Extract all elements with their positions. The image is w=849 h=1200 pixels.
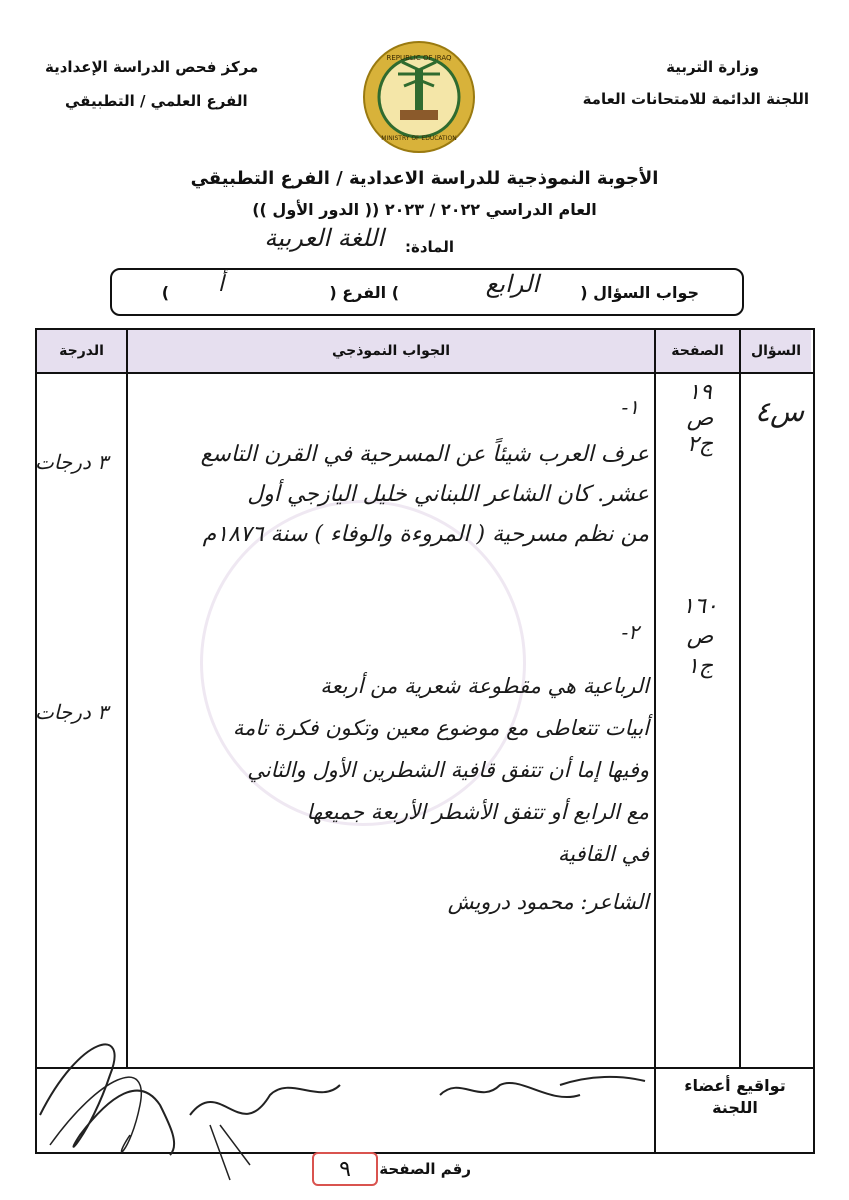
center-name: مركز فحص الدراسة الإعدادية <box>45 58 259 76</box>
seal-top-text: REPUBLIC OF IRAQ <box>386 54 452 62</box>
ministry-seal <box>362 40 476 154</box>
header-divider <box>35 372 813 374</box>
col-line-question <box>739 328 741 1067</box>
part1-part-number: ج٢ <box>686 432 714 457</box>
part2-line-2: أبيات تتعاطى مع موضوع معين وتكون فكرة تامة <box>232 716 649 740</box>
col-line-page <box>654 328 656 1152</box>
part1-page-abbrev: ص <box>686 406 714 431</box>
header-model-answer: الجواب النموذجي <box>128 330 654 372</box>
part2-line-4: مع الرابع أو تتفق الأشطر الأربعة جميعها <box>306 800 649 824</box>
header-question: السؤال <box>741 330 811 372</box>
page-title: الأجوبة النموذجية للدراسة الاعدادية / الفرع التطبيقي <box>190 168 659 189</box>
page-number-label: رقم الصفحة <box>379 1160 471 1178</box>
branch-name: الفرع العلمي / التطبيقي <box>65 92 248 110</box>
part2-grade: ٣ درجات <box>35 700 108 724</box>
part2-number: ٢- <box>621 620 639 644</box>
ministry-name: وزارة التربية <box>666 58 759 76</box>
poet-name: الشاعر: محمود درويش <box>447 890 649 914</box>
page-number-box <box>312 1152 378 1186</box>
part1-page-refs <box>675 380 725 458</box>
part1-line-2: عشر. كان الشاعر اللبناني خليل اليازجي أول <box>247 482 649 507</box>
academic-year: العام الدراسي ٢٠٢٢ / ٢٠٢٣ (( الدور الأول )) <box>252 200 597 219</box>
part2-line-5: في القافية <box>557 842 649 866</box>
committee-name: اللجنة الدائمة للامتحانات العامة <box>582 90 809 108</box>
answer-label: جواب السؤال ( <box>580 283 699 302</box>
part1-number: ١- <box>621 395 639 419</box>
part1-page-number: ١٩ <box>688 380 712 405</box>
part1-line-1: عرف العرب شيئاً عن المسرحية في القرن التاسع <box>200 442 649 467</box>
part2-page-number: ١٦٠ <box>682 594 718 619</box>
col-line-grade <box>126 328 128 1067</box>
part2-line-1: الرباعية هي مقطوعة شعرية من أربعة <box>320 674 649 698</box>
seal-bottom-text: MINISTRY OF EDUCATION <box>381 135 457 142</box>
question-number: س٤ <box>755 395 805 428</box>
subject-label: المادة: <box>404 238 454 256</box>
header-grade: الدرجة <box>37 330 126 372</box>
part2-page-refs <box>675 592 725 682</box>
branch-value: أ <box>217 272 224 297</box>
part2-line-3: وفيها إما أن تتفق قافية الشطرين الأول والثاني <box>247 758 649 782</box>
header-page: الصفحة <box>656 330 739 372</box>
signatures-label: تواقيع أعضاء اللجنة <box>684 1076 786 1117</box>
part1-answer <box>201 435 649 555</box>
part2-answer <box>233 665 649 923</box>
part2-page-abbrev: ص <box>686 624 714 649</box>
question-value: الرابع <box>485 270 539 298</box>
subject-value: اللغة العربية <box>264 224 384 252</box>
part1-grade: ٣ درجات <box>35 450 108 474</box>
branch-close: ) <box>161 283 169 302</box>
part1-line-3: من نظم مسرحية ( المروءة والوفاء ) سنة ١٨٧٦م <box>202 522 649 547</box>
page-number-value: ٩ <box>339 1156 351 1182</box>
branch-label: ) الفرع ( <box>329 283 399 302</box>
part2-part-number: ج١ <box>686 654 714 679</box>
